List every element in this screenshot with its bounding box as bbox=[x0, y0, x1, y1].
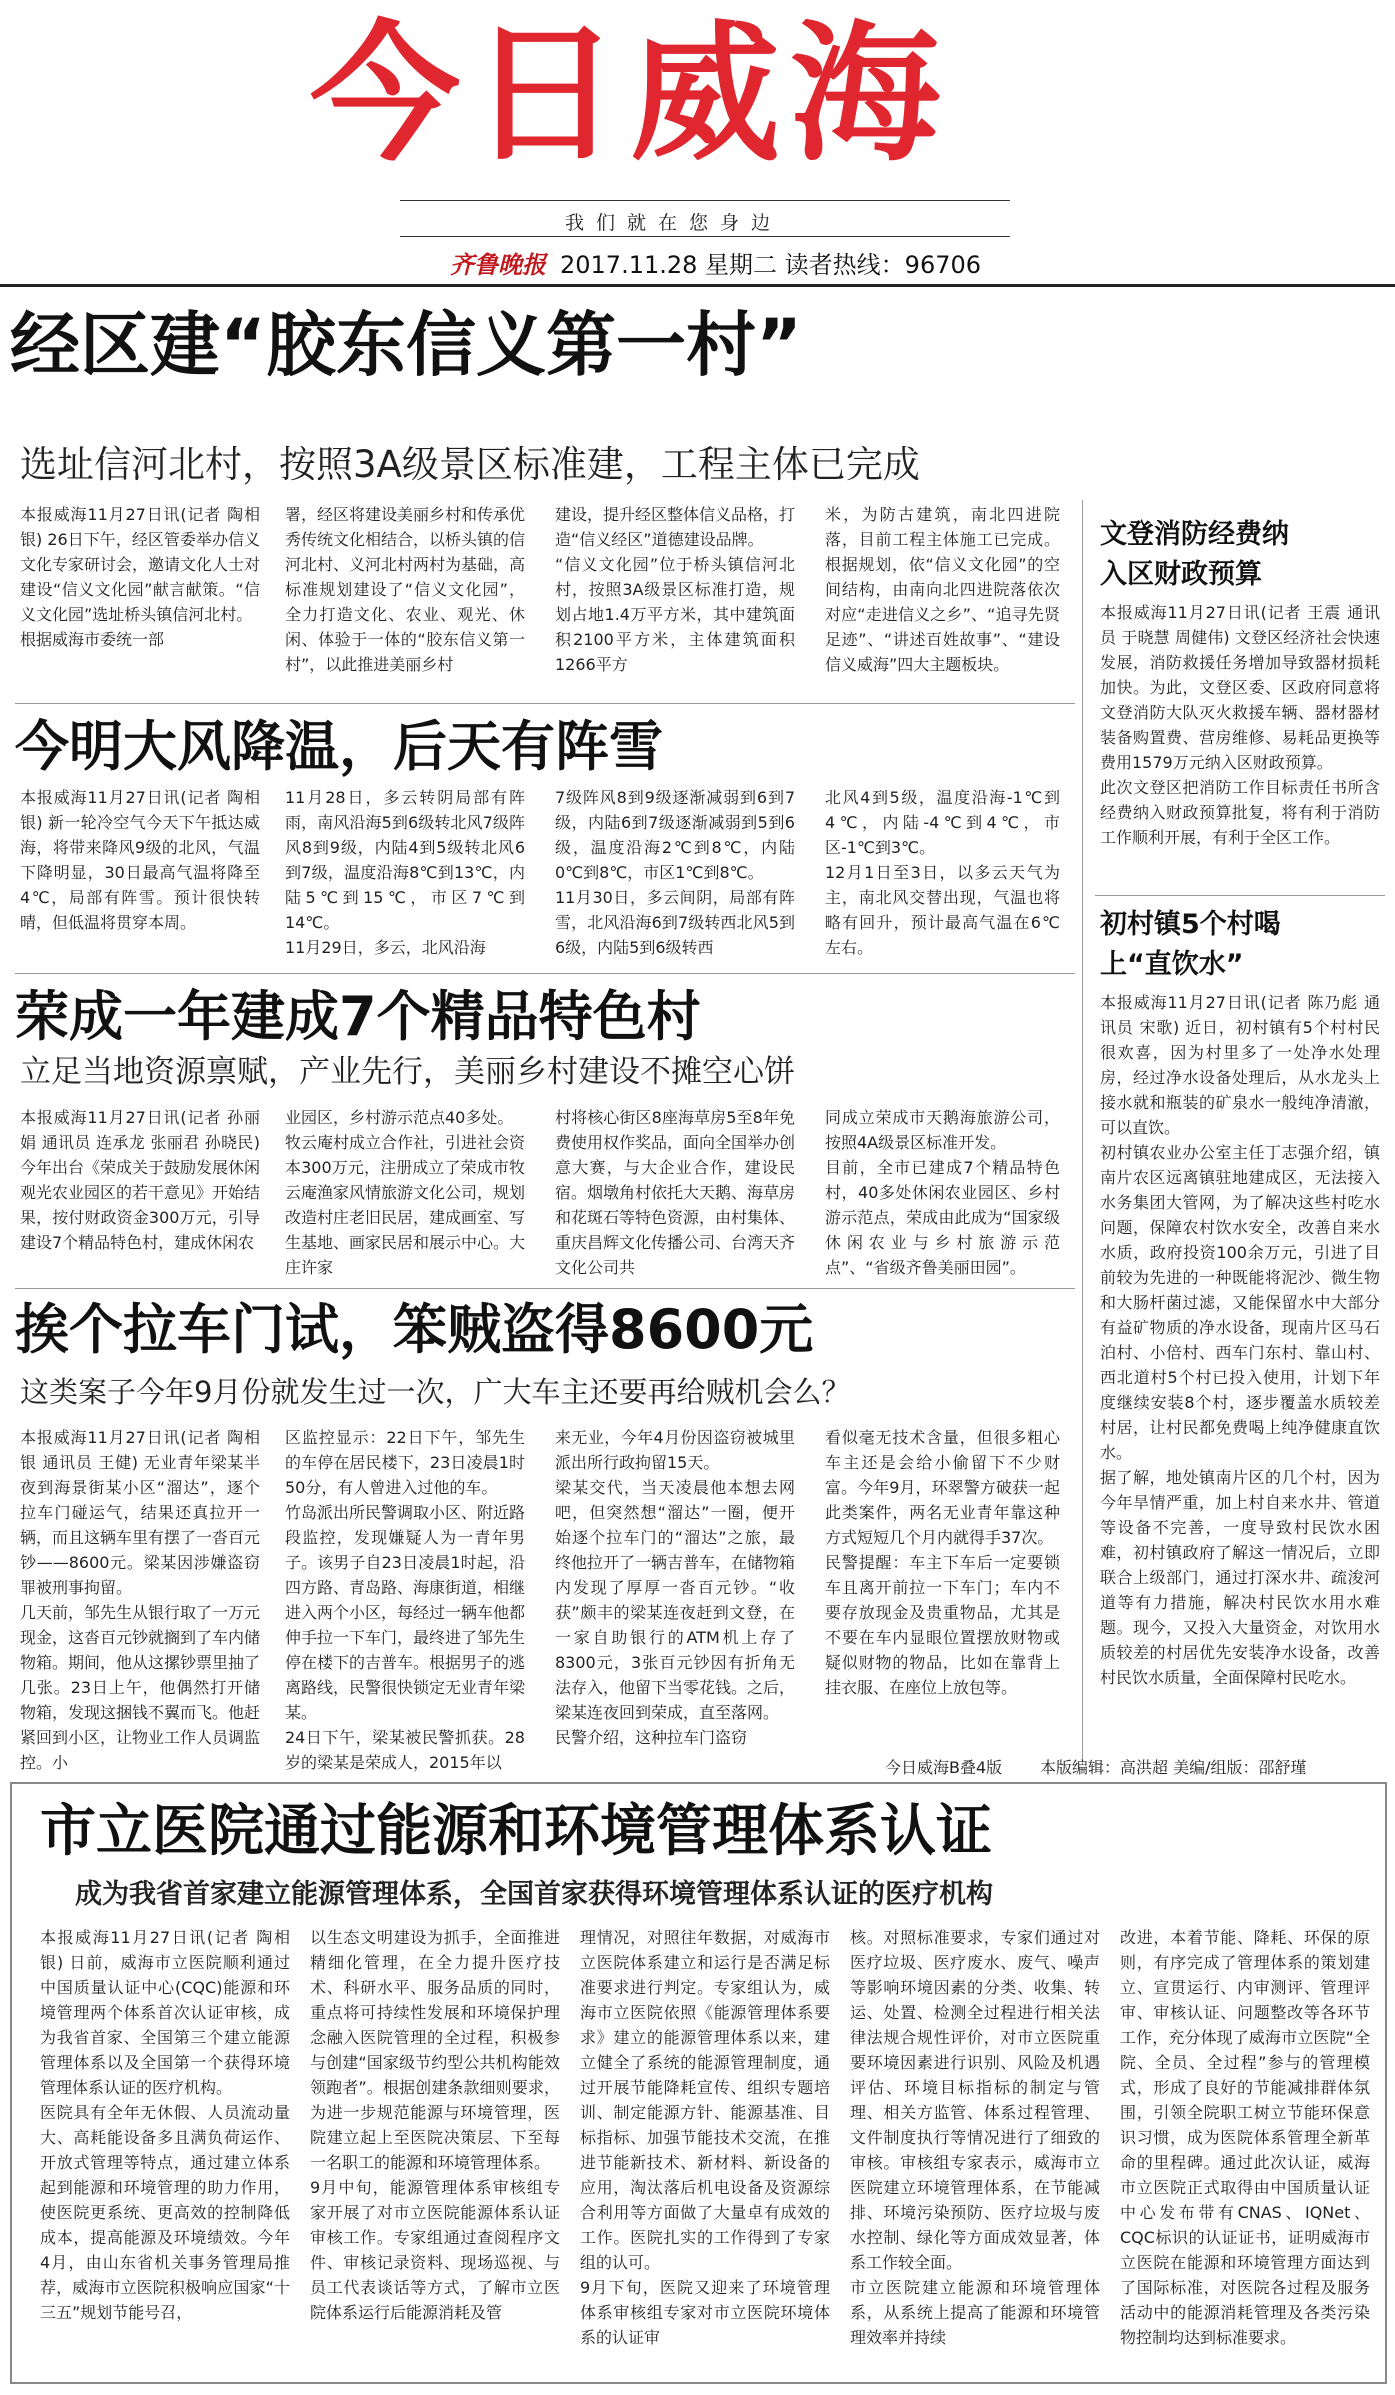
subhead-a1: 选址信河北村，按照3A级景区标准建，工程主体已完成 bbox=[20, 443, 920, 486]
a3-col-2: 业园区，乡村游示范点40多处。 牧云庵村成立合作社，引进社会资本300万元，注册成立了荣成市牧云庵渔家风情旅游文化公司，规划改造村庄老旧民居，建成画室、写生基地、画家民居和展示中心。大庄许家 bbox=[285, 1108, 526, 1277]
date-hotline: 2017.11.28 星期二 读者热线：96706 bbox=[560, 251, 982, 279]
a2-col-4: 北风4到5级，温度沿海-1℃到4℃，内陆-4℃到4℃，市区-1℃到3℃。 12月1日至3日，以多云天气为主，南北风交替出现，气温也将略有回升，预计最高气温在6℃左右。 bbox=[825, 788, 1060, 957]
headline-a3: 荣成一年建成7个精品特色村 bbox=[15, 985, 701, 1048]
headline-a5: 市立医院通过能源和环境管理体系认证 bbox=[40, 1799, 992, 1864]
a3-col-4: 同成立荣成市天鹅海旅游公司，按照4A级景区标准开发。 目前，全市已建成7个精品特色村，40多处休闲农业园区、乡村游示范点，荣成由此成为“国家级休闲农业与乡村旅游示范点”、“省级齐鲁美丽田园”。 bbox=[825, 1108, 1060, 1277]
edition-label: 今日威海B叠4版 bbox=[885, 1758, 1003, 1777]
newspaper-logo: 今日威海 bbox=[310, 8, 951, 182]
sidebar-headline-1: 文登消防经费纳入区财政预算 bbox=[1100, 519, 1289, 590]
masthead bbox=[0, 0, 1395, 285]
a2-col-2: 11月28日，多云转阴局部有阵雨，南风沿海5到6级转北风7级阵风8到9级，内陆4到5级转北风6到7级，温度沿海8℃到13℃，内陆5℃到15℃，市区7℃到14℃。 11月29日，多云，北风沿海 bbox=[285, 788, 525, 957]
slogan: 我们就在您身边 bbox=[565, 212, 783, 234]
divider bbox=[1095, 895, 1385, 896]
a5-col-4: 核。对照标准要求，专家们通过对医疗垃圾、医疗废水、废气、噪声等影响环境因素的分类、收集、转运、处置、检测全过程进行相关法律法规合规性评价，对市立医院重要环境因素进行识别、风险及机遇评估、环境目标指标的制定与管理、相关方监管、体系过程管理、文件制度执行等情况进行了细致的审核。审核组专家表示，威海市立医院建立环境管理体系，在节能减排、环境污染预防、医疗垃圾与废水控制、绿化等方面成效显著，体系工作较全面。 市立医院建立能源和环境管理体系，从系统上提高了能源和环境管理效率并持续 bbox=[850, 1928, 1100, 2347]
a5-col-3: 理情况，对照往年数据，对威海市立医院体系建立和运行是否满足标准要求进行判定。专家组认为，威海市立医院依照《能源管理体系要求》建立的能源管理体系以来，建立健全了系统的能源管理制度，通过开展节能降耗宣传、组织专题培训、制定能源方针、能源基准、目标指标、加强节能技术交流，在推进节能新技术、新材料、新设备的应用，淘汰落后机电设备及资源综合利用等方面做了大量卓有成效的工作。医院扎实的工作得到了专家组的认可。 9月下旬，医院又迎来了环境管理体系审核组专家对市立医院环境体系的认证审 bbox=[580, 1928, 830, 2347]
divider bbox=[400, 236, 1010, 237]
a4-col-1: 本报威海11月27日讯(记者 陶相银 通讯员 王健) 无业青年梁某半夜到海景街某小区“溜达”，逐个拉车门碰运气，结果还真拉开一辆，而且这辆车里有摆了一沓百元钞——8600元。梁某因涉嫌盗窃罪被刑事拘留。 几天前，邹先生从银行取了一万元现金，这沓百元钞就搁到了车内储物箱。期间，他从这摞钞票里抽了几张。23日上午，他偶然打开储物箱，发现这捆钱不翼而飞。他赶紧回到小区，让物业工作人员调监控。小 bbox=[20, 1428, 261, 1772]
a5-col-1: 本报威海11月27日讯(记者 陶相银) 日前，威海市立医院顺利通过中国质量认证中心(CQC)能源和环境管理两个体系首次认证审核，成为我省首家、全国第三个建立能源管理体系以及全国第一个获得环境管理体系认证的医疗机构。 医院具有全年无休假、人员流动量大、高耗能设备多且满负荷运作、开放式管理等特点，通过建立体系起到能源和环境管理的助力作用，使医院更系统、更高效的控制降低成本，提高能源及环境绩效。今年4月，由山东省机关事务管理局推荐，威海市立医院积极响应国家“十三五”规划节能号召， bbox=[40, 1928, 290, 2322]
a4-col-2: 区监控显示：22日下午，邹先生的车停在居民楼下，23日凌晨1时50分，有人曾进入过他的车。 竹岛派出所民警调取小区、附近路段监控，发现嫌疑人为一青年男子。该男子自23日凌晨1时起，沿四方路、青岛路、海康街道，相继进入两个小区，每经过一辆车他都伸手拉一下车门，最终进了邹先生停在楼下的吉普车。根据男子的逃离路线，民警很快锁定无业青年梁某。 24日下午，梁某被民警抓获。28岁的梁某是荣成人，2015年以 bbox=[285, 1428, 526, 1772]
a2-col-3: 7级阵风8到9级逐渐减弱到6到7级，内陆6到7级逐渐减弱到5到6级，温度沿海2℃到8℃，内陆0℃到8℃，市区1℃到8℃。 11月30日，多云间阴，局部有阵雪，北风沿海6到7级转西北风5到6级，内陆5到6级转西 bbox=[555, 788, 795, 957]
a5-col-5: 改进，本着节能、降耗、环保的原则，有序完成了管理体系的策划建立、宣贯运行、内审测评、管理评审、审核认证、问题整改等各环节工作，充分体现了威海市立医院“全院、全员、全过程”参与的管理模式，形成了良好的节能减排群体氛围，引领全院职工树立节能环保意识习惯，成为医院体系管理全新革命的里程碑。通过此次认证，威海市立医院正式取得由中国质量认证中心发布带有CNAS、IQNet、CQC标识的认证证书，证明威海市立医院在能源和环境管理方面达到了国际标准，对医院各过程及服务活动中的能源消耗管理及各类污染物控制均达到标准要求。 bbox=[1120, 1928, 1370, 2347]
a2-col-1: 本报威海11月27日讯(记者 陶相银) 新一轮冷空气今天下午抵达威海，将带来降风9级的北风，气温下降明显，30日最高气温将降至4℃，局部有阵雪。预计很快转晴，但低温将贯穿本周。 bbox=[20, 788, 260, 932]
headline-a2: 今明大风降温，后天有阵雪 bbox=[15, 715, 663, 778]
a5-col-2: 以生态文明建设为抓手，全面推进精细化管理，在全力提升医疗技术、科研水平、服务品质的同时，重点将可持续性发展和环境保护理念融入医院管理的全过程，积极参与创建“国家级节约型公共机构能效领跑者”。根据创建条款细则要求，为进一步规范能源与环境管理，医院建立起上至医院决策层、下至每一名职工的能源和环境管理体系。 9月中旬，能源管理体系审核组专家开展了对市立医院能源体系认证审核工作。专家组通过查阅程序文件、审核记录资料、现场巡视、与员工代表谈话等方式，了解市立医院体系运行后能源消耗及管 bbox=[310, 1928, 560, 2322]
divider bbox=[400, 200, 1010, 201]
a3-col-3: 村将核心街区8座海草房5至8年免费使用权作奖品，面向全国举办创意大赛，与大企业合作，建设民宿。烟墩角村依托大天鹅、海草房和花斑石等特色资源，由村集体、重庆昌辉文化传播公司、台湾天齐文化公司共 bbox=[555, 1108, 796, 1277]
subhead-a4: 这类案子今年9月份就发生过一次，广大车主还要再给贼机会么？ bbox=[20, 1375, 851, 1409]
headline-a1: 经区建“胶东信义第一村” bbox=[10, 304, 803, 386]
subhead-a3: 立足当地资源禀赋，产业先行，美丽乡村建设不摊空心饼 bbox=[20, 1054, 795, 1090]
divider bbox=[15, 1288, 1075, 1289]
a4-col-4: 看似毫无技术含量，但很多粗心车主还是会给小偷留下不少财富。今年9月，环翠警方破获一起此类案件，两名无业青年靠这种方式短短几个月内就得手37次。 民警提醒：车主下车后一定要锁车且离开前拉一下车门；车内不要存放现金及贵重物品，尤其是不要在车内显眼位置摆放财物或疑似财物的物品，比如在靠背上挂衣服、在座位上放包等。 bbox=[825, 1428, 1060, 1697]
sidebar-body-1: 本报威海11月27日讯(记者 王震 通讯员 于晓慧 周健伟) 文登区经济社会快速发展，消防救援任务增加导致器材损耗加快。为此，文登区委、区政府同意将文登消防大队灭火救援车辆、器材器材装备购置费、营房维修、易耗品更换等费用1579万元纳入区财政预算。 此次文登区把消防工作目标责任书所含经费纳入财政预算批复，将有利于消防工作顺利开展，有利于全区工作。 bbox=[1100, 603, 1380, 847]
sidebar-headline-2: 初村镇5个村喝上“直饮水” bbox=[1100, 909, 1281, 980]
a1-col-1: 本报威海11月27日讯(记者 陶相银) 26日下午，经区管委举办信义文化专家研讨会，邀请文化人士对建设“信义文化园”献言献策。“信义文化园”选址桥头镇信河北村。 根据威海市委统一部 bbox=[20, 505, 261, 649]
masthead-rule bbox=[0, 284, 1395, 287]
brand-name: 齐鲁晚报 bbox=[450, 250, 546, 279]
a1-col-4: 米，为防古建筑，南北四进院落，目前工程主体施工已完成。根据规划，依“信义文化园”的空间结构，由南向北四进院落依次对应“走进信义之乡”、“追寻先贤足迹”、“讲述百姓故事”、“建设信义威海”四大主题板块。 bbox=[825, 505, 1060, 674]
divider bbox=[15, 973, 1075, 974]
subhead-a5: 成为我省首家建立能源管理体系，全国首家获得环境管理体系认证的医疗机构 bbox=[75, 1879, 993, 1910]
a4-col-3: 来无业，今年4月份因盗窃被城里派出所行政拘留15天。 梁某交代，当天凌晨他本想去网吧，但突然想“溜达”一圈，便开始逐个拉车门的“溜达”之旅，最终他拉开了一辆吉普车，在储物箱内发现了厚厚一沓百元钞。“收获”颇丰的梁某连夜赶到文登，在一家自助银行的ATM机上存了8300元，3张百元钞因有折角无法存入，他留下当零花钱。之后，梁某连夜回到荣成，直至落网。 民警介绍，这种拉车门盗窃 bbox=[555, 1428, 796, 1747]
sidebar-body-2: 本报威海11月27日讯(记者 陈乃彪 通讯员 宋歌) 近日，初村镇有5个村村民很欢喜，因为村里多了一处净水处理房，经过净水设备处理后，从水龙头上接水就和瓶装的矿泉水一般纯净清澈，可以直饮。 初村镇农业办公室主任丁志强介绍，镇南片农区远离镇驻地建成区，无法接入水务集团大管网，为了解决这些村吃水问题，保障农村饮水安全，改善自来水水质，政府投资100余万元，引进了目前较为先进的一种既能将泥沙、微生物和大肠杆菌过滤，又能保留水中大部分有益矿物质的净水设备，现南片区马石泊村、小倍村、西车门东村、靠山村、西北道村5个村已投入使用，计划下年度继续安装8个村，逐步覆盖水质较差村居，让村民都免费喝上纯净健康直饮水。 据了解，地处镇南片区的几个村，因为今年旱情严重，加上村自来水井、管道等设备不完善，一度导致村民饮水困难，初村镇政府了解这一情况后，立即联合上级部门，通过打深水井、疏浚河道等有力措施，解决村民饮水用水难题。现今，又投入大量资金，对饮用水质较差的村居优先安装净水设备，改善村民饮水质量，全面保障村民吃水。 bbox=[1100, 993, 1380, 1687]
editor-credits: 本版编辑：高洪超 美编/组版：邵舒瑾 bbox=[1040, 1758, 1307, 1777]
a3-col-1: 本报威海11月27日讯(记者 孙丽娟 通讯员 连承龙 张丽君 孙晓民) 今年出台《荣成关于鼓励发展休闲观光农业园区的若干意见》开始结果，按付财政资金300万元，引导建设7个精品特色村，建成休闲农 bbox=[20, 1108, 261, 1252]
column-rule bbox=[1082, 500, 1083, 1765]
headline-a4: 挨个拉车门试，笨贼盗得8600元 bbox=[15, 1298, 814, 1361]
date-line bbox=[450, 245, 981, 280]
divider bbox=[15, 703, 1075, 704]
a1-col-3: 建设，提升经区整体信义品格，打造“信义经区”道德建设品牌。 “信义文化园”位于桥头镇信河北村，按照3A级景区标准打造，规划占地1.4万平方米，其中建筑面积2100平方米，主体建筑面积1266平方 bbox=[555, 505, 796, 674]
a1-col-2: 署，经区将建设美丽乡村和传承优秀传统文化相结合，以桥头镇的信河北村、义河北村两村为基础，高标准规划建设了“信义文化园”，全力打造文化、农业、观光、休闲、体验于一体的“胶东信义第一村”，以此推进美丽乡村 bbox=[285, 505, 526, 674]
